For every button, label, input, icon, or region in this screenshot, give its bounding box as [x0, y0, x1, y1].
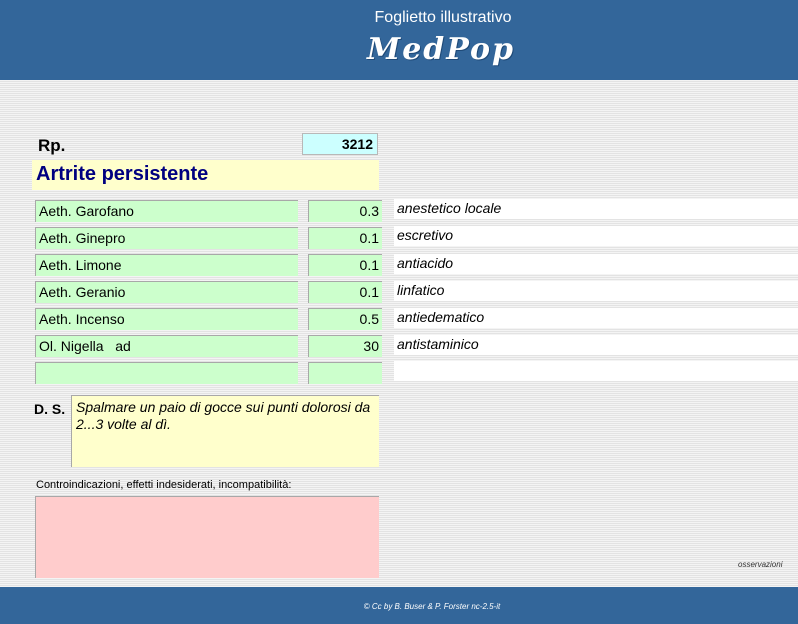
ingredient-effect-field[interactable]: escretivo — [394, 226, 798, 246]
ingredient-qty-field[interactable]: 30 — [308, 335, 382, 357]
ingredient-name-field[interactable] — [35, 362, 298, 384]
footer-bar — [0, 587, 798, 624]
prescription-title-field[interactable]: Artrite persistente — [32, 160, 379, 190]
ingredient-effect-field[interactable]: anestetico locale — [394, 199, 798, 219]
ingredient-effect-field[interactable]: antiacido — [394, 254, 798, 274]
ingredient-name-field[interactable]: Aeth. Ginepro — [35, 227, 298, 249]
rp-number-field[interactable]: 3212 — [302, 133, 378, 155]
ingredient-name-field[interactable]: Ol. Nigella ad — [35, 335, 298, 357]
rp-label: Rp. — [38, 136, 66, 155]
header-bar — [0, 0, 798, 80]
ingredient-effect-field[interactable]: antistaminico — [394, 335, 798, 355]
footer-credits: © Cc by B. Buser & P. Forster nc-2.5-it — [363, 602, 501, 611]
ingredient-qty-field[interactable]: 0.1 — [308, 281, 382, 303]
ingredient-name-field[interactable]: Aeth. Geranio — [35, 281, 298, 303]
contraindications-field[interactable] — [35, 496, 379, 578]
ingredient-effect-field[interactable] — [394, 361, 798, 381]
dosage-instructions-field[interactable]: Spalmare un paio di gocce sui punti dolorosi da 2...3 volte al dì. — [71, 395, 379, 467]
ingredient-name-field[interactable]: Aeth. Limone — [35, 254, 298, 276]
contraindications-label: Controindicazioni, effetti indesiderati, incompatibilità: — [36, 479, 292, 491]
ingredient-effect-field[interactable]: antiedematico — [394, 308, 798, 328]
ingredient-qty-field[interactable]: 0.3 — [308, 200, 382, 222]
ingredient-qty-field[interactable] — [308, 362, 382, 384]
ingredient-qty-field[interactable]: 0.1 — [308, 227, 382, 249]
medpop-logo: MedPop — [366, 32, 515, 67]
observations-link[interactable]: osservazioni — [738, 560, 783, 569]
ingredient-effect-field[interactable]: linfatico — [394, 281, 798, 301]
ingredient-name-field[interactable]: Aeth. Incenso — [35, 308, 298, 330]
ds-label: D. S. — [34, 401, 66, 417]
ingredient-name-field[interactable]: Aeth. Garofano — [35, 200, 298, 222]
header-title: Foglietto illustrativo — [374, 9, 512, 26]
ingredient-qty-field[interactable]: 0.5 — [308, 308, 382, 330]
ingredient-qty-field[interactable]: 0.1 — [308, 254, 382, 276]
